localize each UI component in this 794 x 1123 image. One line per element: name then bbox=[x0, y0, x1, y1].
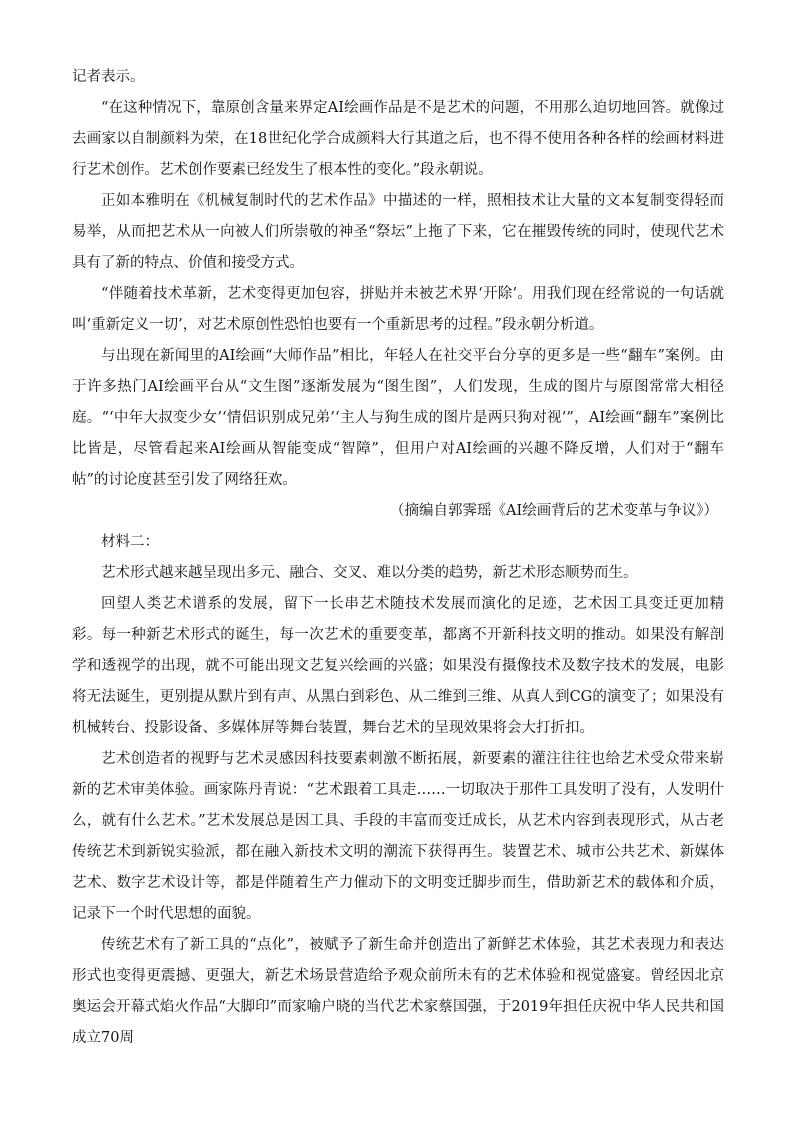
source-citation: （摘编自郭霁瑶《AI绘画背后的艺术变革与争议》） bbox=[390, 503, 718, 519]
paragraph-5: 与出现在新闻里的AI绘画“大师作品”相比，年轻人在社交平台分享的更多是一些“翻车”案例。由于许多热门AI绘画平台从“文生图”逐渐发展为“图生图”，人们发现，生成的图片与原图常常大相径庭。“‘中年大叔变少女’‘情侣识别成兄弟’‘主人与狗生成的图片是两只狗对视’”，AI绘画“翻车”案例比比皆是，尽管看起来AI绘画从智能变成“智障”，但用户对AI绘画的兴趣不降反增，人们对于“翻车帖”的讨论度甚至引发了网络狂欢。 bbox=[72, 348, 724, 488]
paragraph-10: 传统艺术有了新工具的“点化”，被赋予了新生命并创造出了新鲜艺术体验，其艺术表现力和表达形式也变得更震撼、更强大，新艺术场景营造给予观众前所未有的艺术体验和视觉盛宴。曾经因北京奥运会开幕式焰火作品“大脚印”而家喻户晓的当代艺术家蔡国强，于2019年担任庆祝中华人民共和国成立70周 bbox=[72, 937, 724, 1046]
section-heading-material-two: 材料二： bbox=[101, 534, 159, 550]
document-page bbox=[72, 62, 724, 1054]
paragraph-3: 正如本雅明在《机械复制时代的艺术作品》中描述的一样，照相技术让大量的文本复制变得轻而易举，从而把艺术从一向被人们所崇敬的神圣“祭坛”上拖了下来，它在摧毁传统的同时，使现代艺术具有了新的特点、价值和接受方式。 bbox=[72, 193, 724, 271]
paragraph-7: 艺术形式越来越呈现出多元、融合、交叉、难以分类的趋势，新艺术形态顺势而生。 bbox=[101, 565, 638, 581]
paragraph-9: 艺术创造者的视野与艺术灵感因科技要素刺激不断拓展，新要素的灌注往往也给艺术受众带来崭新的艺术审美体验。画家陈丹青说：“艺术跟着工具走……一切取决于那件工具发明了没有，人发明什么，就有什么艺术。”艺术发展总是因工具、手段的丰富而变迁成长，从艺术内容到表现形式，从古老传统艺术到新锐实验派，都在融入新技术文明的潮流下获得再生。装置艺术、城市公共艺术、新媒体艺术、数字艺术设计等，都是伴随着生产力催动下的文明变迁脚步而生，借助新艺术的载体和介质，记录下一个时代思想的面貌。 bbox=[72, 751, 724, 922]
paragraph-1: 记者表示。 bbox=[72, 69, 145, 85]
paragraph-2: “在这种情况下，靠原创含量来界定AI绘画作品是不是艺术的问题，不用那么迫切地回答。就像过去画家以自制颜料为荣，在18世纪化学合成颜料大行其道之后，也不得不使用各种各样的绘画材料进行艺术创作。艺术创作要素已经发生了根本性的变化。”段永朝说。 bbox=[72, 100, 724, 178]
paragraph-8: 回望人类艺术谱系的发展，留下一长串艺术随技术发展而演化的足迹，艺术因工具变迁更加精彩。每一种新艺术形式的诞生，每一次艺术的重要变革，都离不开新科技文明的推动。如果没有解剖学和透视学的出现，就不可能出现文艺复兴绘画的兴盛；如果没有摄像技术及数字技术的发展，电影将无法诞生，更别提从默片到有声、从黑白到彩色、从二维到三维、从真人到CG的演变了；如果没有机械转台、投影设备、多媒体屏等舞台装置，舞台艺术的呈现效果将会大打折扣。 bbox=[72, 596, 724, 736]
paragraph-4: “伴随着技术革新，艺术变得更加包容，拼贴并未被艺术界‘开除’。用我们现在经常说的一句话就叫‘重新定义一切’，对艺术原创性恐怕也要有一个重新思考的过程。”段永朝分析道。 bbox=[72, 286, 724, 333]
